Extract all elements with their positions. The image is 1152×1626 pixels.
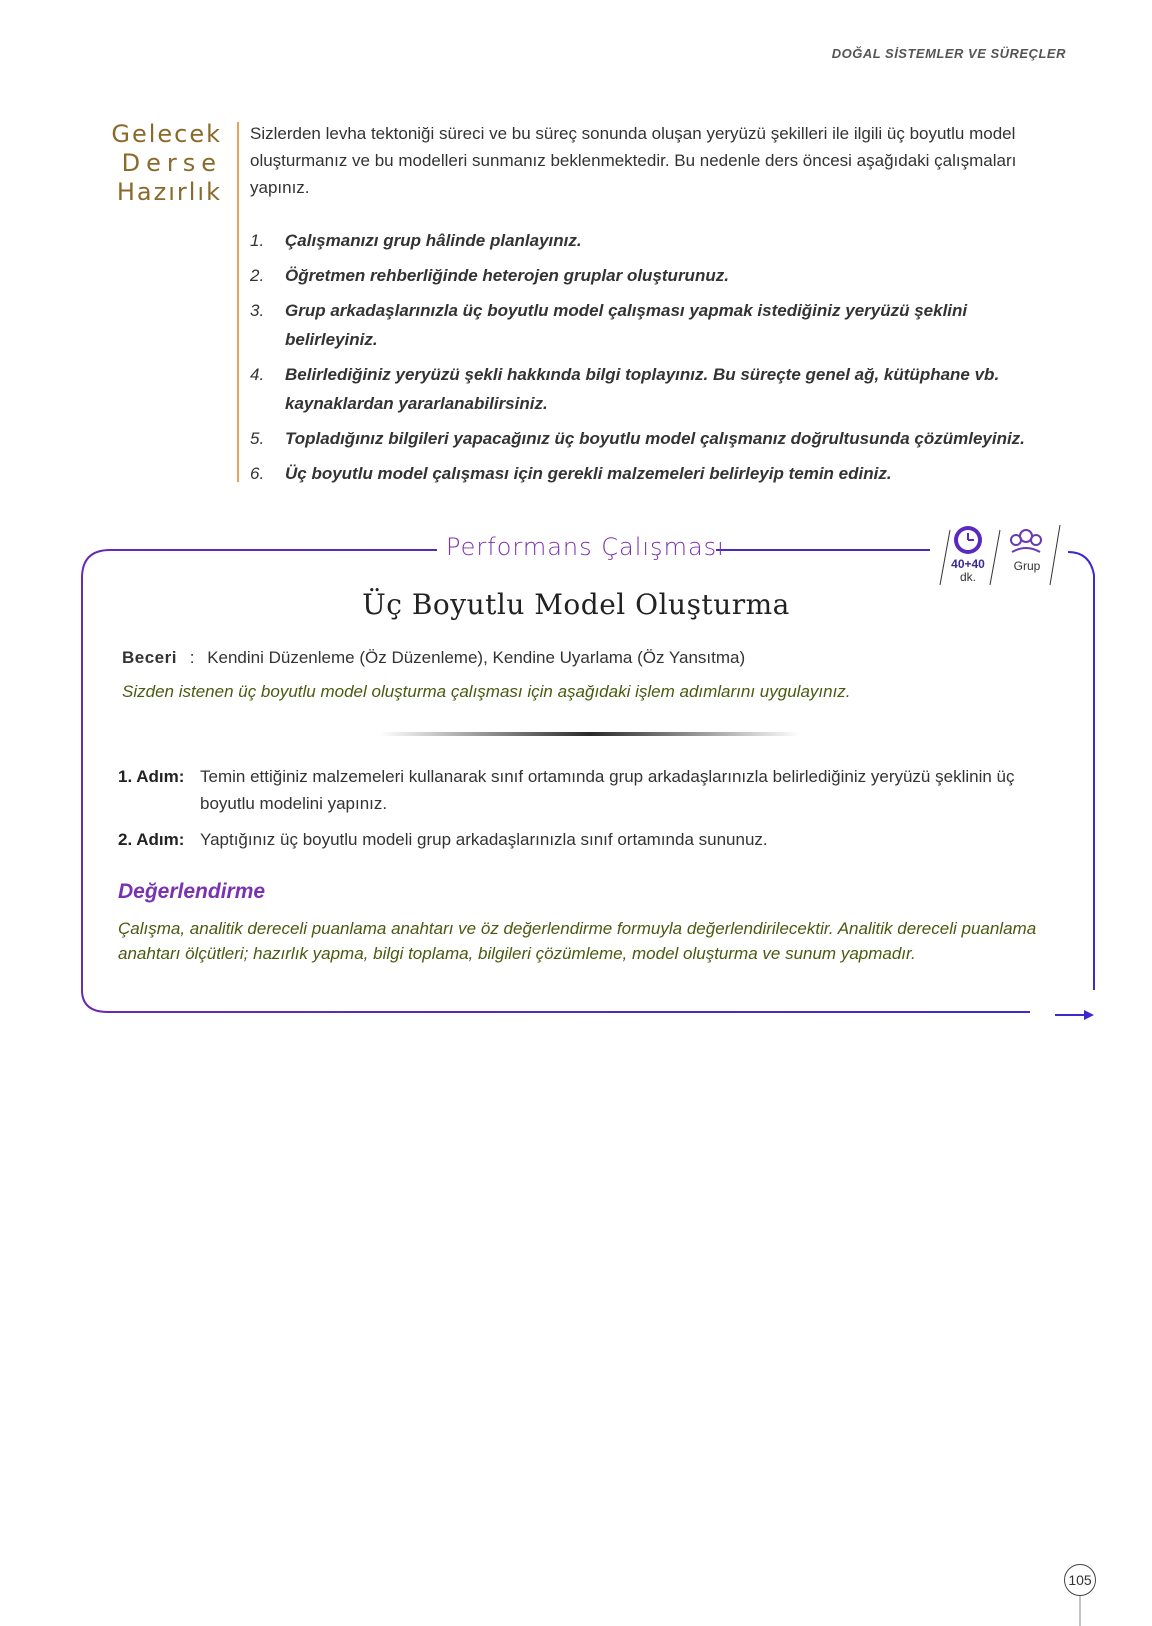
list-item bbox=[250, 261, 1062, 290]
list-item-text: Grup arkadaşlarınızla üç boyutlu model çalışması yapmak istediğiniz yeryüzü şeklini belirleyiniz. bbox=[285, 301, 968, 349]
duration-badge bbox=[940, 557, 996, 583]
section-divider bbox=[380, 732, 800, 736]
prep-steps-list bbox=[250, 226, 1062, 494]
step-label: 1. Adım: bbox=[118, 767, 185, 786]
performance-step-2 bbox=[118, 826, 1068, 853]
step-text: Temin ettiğiniz malzemeleri kullanarak sınıf ortamında grup arkadaşlarınızla belirlediğiniz yeryüzü şeklinin üç boyutlu modelini yapınız. bbox=[200, 767, 1015, 813]
prep-intro: Sizlerden levha tektoniği süreci ve bu süreç sonunda oluşan yeryüzü şekilleri ile ilgili üç boyutlu model oluşturmanız ve bu modelleri sunmanız beklenmektedir. Bu nedenle ders öncesi aşağıdaki çalışmaları yapınız. bbox=[250, 124, 1017, 197]
list-item-number: 5. bbox=[250, 429, 265, 448]
list-item-text: Öğretmen rehberliğinde heterojen gruplar oluşturunuz. bbox=[285, 266, 729, 285]
step-label: 2. Adım: bbox=[118, 830, 185, 849]
prep-title-line-1: Gelecek bbox=[111, 120, 222, 148]
list-item-number: 2. bbox=[250, 266, 265, 285]
group-icon bbox=[1011, 530, 1041, 552]
skill-separator: : bbox=[189, 648, 195, 667]
list-item bbox=[250, 296, 1062, 354]
section-header: DOĞAL SİSTEMLER VE SÜREÇLER bbox=[831, 46, 1066, 61]
list-item bbox=[250, 424, 1062, 453]
performance-step-1 bbox=[118, 763, 1068, 817]
list-item-text: Topladığınız bilgileri yapacağınız üç boyutlu model çalışmanız doğrultusunda çözümleyiniz. bbox=[285, 429, 1025, 448]
list-item-number: 6. bbox=[250, 464, 265, 483]
list-item-text: Çalışmanızı grup hâlinde planlayınız. bbox=[285, 231, 582, 250]
skill-text: Kendini Düzenleme (Öz Düzenleme), Kendine Uyarlama (Öz Yansıtma) bbox=[207, 648, 746, 667]
list-item-text: Belirlediğiniz yeryüzü şekli hakkında bilgi toplayınız. Bu süreçte genel ağ, kütüphane vb. kaynaklardan yararlanabilirsiniz. bbox=[285, 365, 1000, 413]
list-item-number: 1. bbox=[250, 231, 265, 250]
clock-icon bbox=[954, 526, 982, 554]
prep-title bbox=[100, 120, 222, 207]
skill-label: Beceri bbox=[122, 648, 177, 667]
list-item bbox=[250, 226, 1062, 255]
group-badge bbox=[1005, 559, 1049, 573]
duration-value: 40+40 bbox=[951, 557, 985, 571]
list-item-text: Üç boyutlu model çalışması için gerekli malzemeleri belirleyip temin ediniz. bbox=[285, 464, 892, 483]
performance-title: Üç Boyutlu Model Oluşturma bbox=[362, 588, 790, 621]
prep-title-line-3: Hazırlık bbox=[116, 178, 222, 206]
list-item-number: 3. bbox=[250, 301, 265, 320]
step-text: Yaptığınız üç boyutlu modeli grup arkadaşlarınızla sınıf ortamında sununuz. bbox=[200, 830, 768, 849]
page-number: 105 bbox=[1064, 1564, 1096, 1596]
prep-divider-bar bbox=[237, 122, 239, 482]
duration-unit: dk. bbox=[959, 570, 976, 584]
arrow-right-icon bbox=[1056, 1010, 1094, 1020]
prep-title-line-2: Derse bbox=[121, 149, 222, 177]
group-label: Grup bbox=[1013, 559, 1041, 573]
list-item bbox=[250, 459, 1062, 488]
list-item bbox=[250, 360, 1062, 418]
list-item-number: 4. bbox=[250, 365, 265, 384]
skill-row bbox=[122, 648, 745, 668]
evaluation-text: Çalışma, analitik dereceli puanlama anahtarı ve öz değerlendirme formuyla değerlendirilecektir. Analitik dereceli puanlama anahtarı ölçütleri; hazırlık yapma, bilgi toplama, bilgileri çözümleme, model oluşturma ve sunum yapmadır. bbox=[118, 919, 1037, 963]
instruction-text: Sizden istenen üç boyutlu model oluşturma çalışması için aşağıdaki işlem adımlarını uygulayınız. bbox=[122, 682, 851, 701]
evaluation-title: Değerlendirme bbox=[118, 880, 266, 903]
performance-label: Performans Çalışması bbox=[446, 533, 725, 561]
